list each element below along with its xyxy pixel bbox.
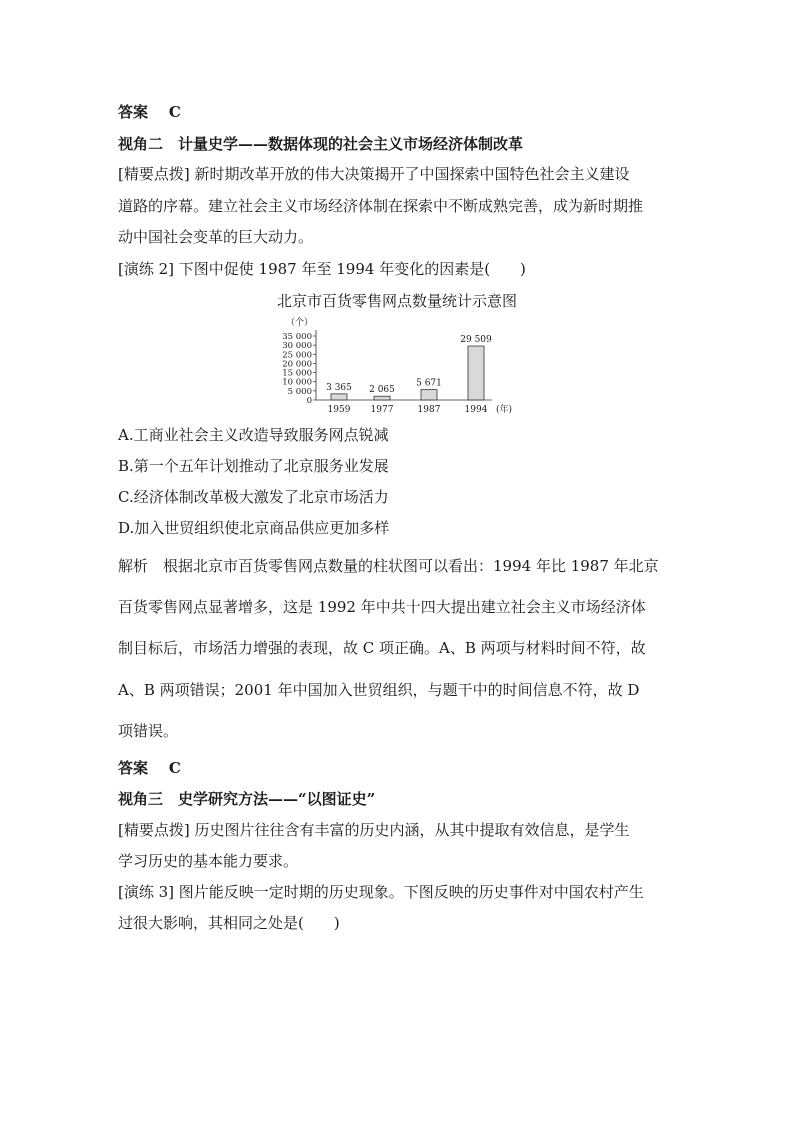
- tip-line: [精要点拨] 历史图片往往含有丰富的历史内涵，从其中提取有效信息，是学生: [118, 821, 630, 839]
- analysis-line: A、B 两项错误；2001 年中国加入世贸组织，与题干中的时间信息不符，故 D: [118, 681, 640, 699]
- data-label: 3 365: [326, 382, 352, 393]
- answer-value: C: [168, 759, 181, 777]
- question-2: [演练 2] 下图中促使 1987 年至 1994 年变化的因素是( ): [118, 260, 526, 278]
- section-heading-2: 视角二 计量史学——数据体现的社会主义市场经济体制改革: [118, 135, 524, 153]
- y-tick-label: 25 000: [282, 350, 312, 361]
- y-axis-unit-label: （个）: [286, 318, 314, 328]
- data-label: 2 065: [369, 385, 395, 396]
- x-tick-label: 1977: [370, 405, 394, 415]
- tip-line: 动中国社会变革的巨大动力。: [118, 228, 314, 246]
- bar: [421, 390, 437, 400]
- analysis-line: 制目标后，市场活力增强的表现，故 C 项正确。A、B 两项与材料时间不符，故: [118, 639, 646, 657]
- answer-label: 答案: [118, 759, 149, 777]
- y-tick-label: 0: [306, 396, 312, 406]
- y-tick-label: 15 000: [282, 368, 312, 379]
- analysis-line: 解析 根据北京市百货零售网点数量的柱状图可以看出：1994 年比 1987 年北京: [118, 557, 659, 575]
- bar: [331, 394, 347, 400]
- y-tick-label: 35 000: [282, 332, 312, 342]
- x-tick-label: 1959: [327, 405, 351, 415]
- question-3: [演练 3] 图片能反映一定时期的历史现象。下图反映的历史事件对中国农村产生: [118, 883, 644, 901]
- bar: [468, 346, 484, 400]
- answer-label: 答案: [118, 103, 149, 121]
- data-label: 29 509: [460, 335, 492, 346]
- x-axis-unit-label: (年): [496, 405, 513, 415]
- option-b: B.第一个五年计划推动了北京服务业发展: [118, 457, 389, 475]
- y-tick-label: 10 000: [282, 377, 312, 388]
- y-tick-label: 5 000: [287, 386, 312, 397]
- answer-line-2: [118, 758, 181, 778]
- y-tick-label: 30 000: [282, 341, 312, 352]
- analysis-line: 百货零售网点显著增多，这是 1992 年中共十四大提出建立社会主义市场经济体: [118, 598, 646, 616]
- answer-value: C: [168, 103, 181, 121]
- data-label: 5 671: [416, 378, 442, 389]
- tip-line: 学习历史的基本能力要求。: [118, 852, 299, 870]
- x-tick-label: 1994: [464, 405, 488, 415]
- answer-line-1: [118, 102, 181, 122]
- option-c: C.经济体制改革极大激发了北京市场活力: [118, 488, 389, 506]
- analysis-line: 项错误。: [118, 722, 179, 740]
- option-d: D.加入世贸组织使北京商品供应更加多样: [118, 519, 390, 537]
- chart-title: 北京市百货零售网点数量统计示意图: [276, 292, 517, 310]
- question-3: 过很大影响，其相同之处是( ): [118, 914, 340, 932]
- x-tick-label: 1987: [417, 405, 441, 415]
- y-tick-label: 20 000: [282, 359, 312, 370]
- tip-line: 道路的序幕。建立社会主义市场经济体制在探索中不断成熟完善，成为新时期推: [118, 197, 644, 215]
- option-a: A.工商业社会主义改造导致服务网点锐减: [118, 426, 389, 444]
- bar: [374, 396, 390, 400]
- tip-line: [精要点拨] 新时期改革开放的伟大决策揭开了中国探索中国特色社会主义建设: [118, 165, 630, 183]
- section-heading-3: 视角三 史学研究方法——“以图证史”: [118, 790, 376, 808]
- bar-chart: [270, 316, 530, 418]
